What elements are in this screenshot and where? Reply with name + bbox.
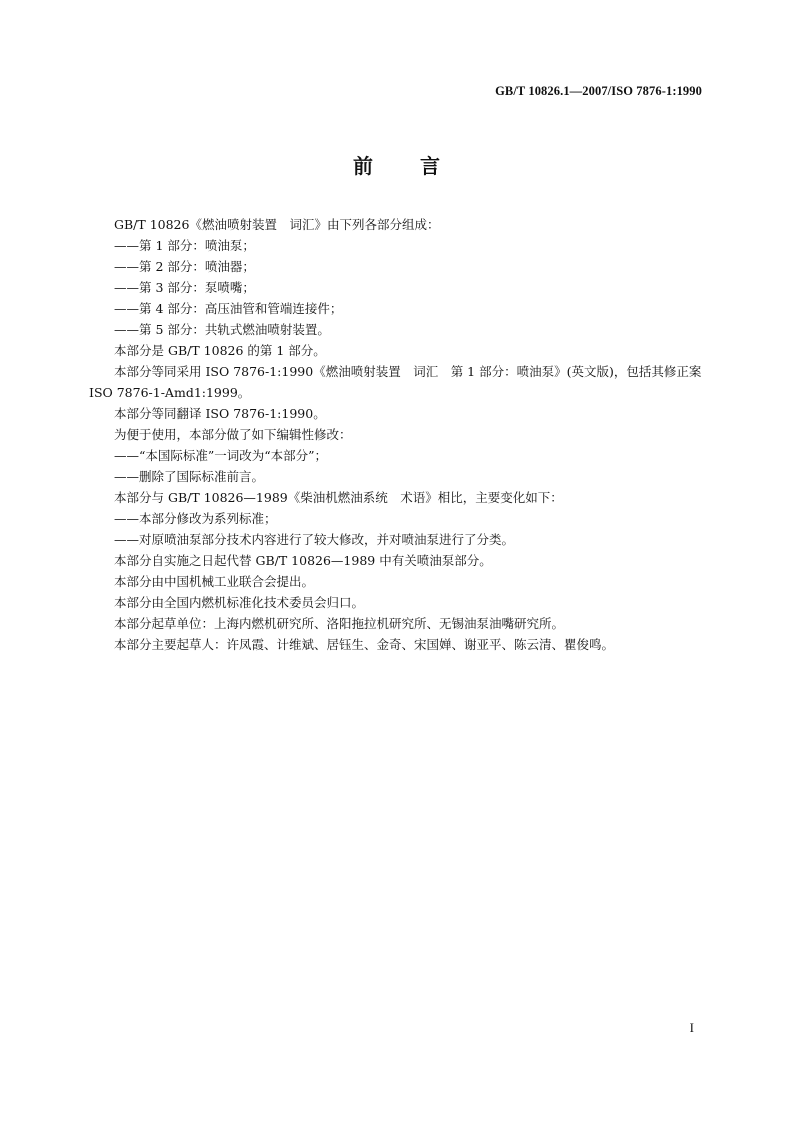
paragraph: 本部分是 GB/T 10826 的第 1 部分。 bbox=[114, 343, 326, 358]
paragraph: 本部分自实施之日起代替 GB/T 10826—1989 中有关喷油泵部分。 bbox=[114, 553, 492, 568]
paragraph: 本部分与 GB/T 10826—1989《柴油机燃油系统 术语》相比，主要变化如下： bbox=[114, 490, 563, 505]
list-item: ——本部分修改为系列标准； bbox=[114, 511, 277, 526]
preface-body bbox=[89, 214, 703, 655]
paragraph: 本部分起草单位：上海内燃机研究所、洛阳拖拉机研究所、无锡油泵油嘴研究所。 bbox=[114, 616, 565, 631]
title-char-1: 前 bbox=[353, 154, 374, 178]
page-title bbox=[0, 150, 794, 179]
page-number: I bbox=[689, 1020, 694, 1035]
paragraph: 本部分等同采用 ISO 7876-1:1990《燃油喷射装置 词汇 第 1 部分：喷油泵》(英文版)，包括其修正案 ISO 7876-1-Amd1:1999。 bbox=[89, 364, 702, 400]
title-char-2: 言 bbox=[420, 154, 441, 178]
paragraph: 本部分等同翻译 ISO 7876-1:1990。 bbox=[114, 406, 326, 421]
paragraph: GB/T 10826《燃油喷射装置 词汇》由下列各部分组成： bbox=[114, 217, 440, 232]
list-item: ——第 3 部分：泵喷嘴； bbox=[114, 280, 255, 295]
list-item: ——第 5 部分：共轨式燃油喷射装置。 bbox=[114, 322, 330, 337]
list-item: ——第 1 部分：喷油泵； bbox=[114, 238, 255, 253]
paragraph: 本部分由全国内燃机标准化技术委员会归口。 bbox=[114, 595, 365, 610]
list-item: ——对原喷油泵部分技术内容进行了较大修改，并对喷油泵进行了分类。 bbox=[114, 532, 515, 547]
paragraph: 为便于使用，本部分做了如下编辑性修改： bbox=[114, 427, 352, 442]
paragraph: 本部分主要起草人：许凤霞、计维斌、居钰生、金奇、宋国婵、谢亚平、陈云清、瞿俊鸣。 bbox=[114, 637, 615, 652]
list-item: ——第 4 部分：高压油管和管端连接件； bbox=[114, 301, 343, 316]
list-item: ——“本国际标准”一词改为“本部分”； bbox=[114, 448, 328, 463]
list-item: ——删除了国际标准前言。 bbox=[114, 469, 265, 484]
paragraph: 本部分由中国机械工业联合会提出。 bbox=[114, 574, 315, 589]
standard-code-header: GB/T 10826.1—2007/ISO 7876-1:1990 bbox=[495, 84, 702, 98]
list-item: ——第 2 部分：喷油器； bbox=[114, 259, 255, 274]
